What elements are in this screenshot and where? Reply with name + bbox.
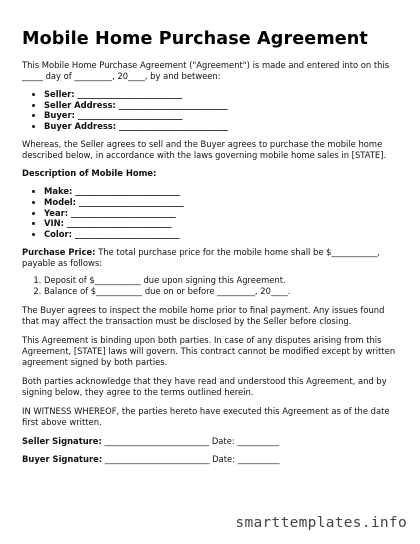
party-blank: _________________________ xyxy=(74,110,183,121)
payment-item: 1. Deposit of $___________ due upon signing this Agreement. xyxy=(44,275,400,286)
purchase-price-text: The total purchase price for the mobile home shall be $___________, payable as follows: xyxy=(22,247,381,269)
party-blank: _________________________ xyxy=(74,89,183,99)
party-blank: __________________________ xyxy=(116,120,228,131)
description-blank: _________________________ xyxy=(75,196,184,207)
description-item xyxy=(44,186,400,197)
description-label: Year: xyxy=(44,207,69,218)
description-heading: Description of Mobile Home: xyxy=(22,168,157,179)
description-blank: _________________________ xyxy=(72,186,180,197)
footer-watermark: smarttemplates.info xyxy=(235,515,407,531)
party-label: Seller Address: xyxy=(44,99,116,110)
description-list xyxy=(22,186,400,239)
payment-item: 2. Balance of $___________ due on or before _________, 20____. xyxy=(44,286,400,297)
signature-label: Seller Signature: xyxy=(22,435,102,446)
date-label: Date: __________ xyxy=(209,435,280,446)
party-label: Buyer Address: xyxy=(44,120,117,131)
description-blank: _________________________ xyxy=(72,228,180,239)
binding-paragraph: This Agreement is binding upon both parties. In case of any disputes arising from this Agreement, [STATE] laws will govern. This contract cannot be modified except by written agreement signed by both parties. xyxy=(22,334,396,367)
seller-signature-line xyxy=(22,436,400,447)
document-title: Mobile Home Purchase Agreement xyxy=(22,29,368,49)
purchase-price-label: Purchase Price: xyxy=(22,247,96,258)
description-label: Make: xyxy=(44,186,73,197)
agreement-document xyxy=(22,27,400,465)
signature-blank: _________________________ xyxy=(101,435,210,446)
party-item xyxy=(44,89,400,100)
party-blank: __________________________ xyxy=(115,99,228,110)
payment-list xyxy=(22,275,400,296)
inspection-paragraph: The Buyer agrees to inspect the mobile home prior to final payment. Any issues found that may affect the transaction must be disclosed by the Seller before closing. xyxy=(22,304,385,326)
whereas-paragraph: Whereas, the Seller agrees to sell and the Buyer agrees to purchase the mobile home described below, in accordance with the laws governing mobile home sales in [STATE]. xyxy=(22,139,387,161)
description-blank: _________________________ xyxy=(68,207,176,218)
purchase-price-paragraph xyxy=(22,247,400,269)
party-item xyxy=(44,110,400,121)
intro-paragraph: This Mobile Home Purchase Agreement ("Agreement") is made and entered into on this _____ day of _________, 20____, by and between: xyxy=(22,60,390,81)
description-item xyxy=(44,218,400,229)
witness-paragraph: IN WITNESS WHEREOF, the parties hereto have executed this Agreement as of the date first above written. xyxy=(22,405,390,427)
buyer-signature-line xyxy=(22,454,400,465)
signature-label: Buyer Signature: xyxy=(22,453,103,464)
description-label: Model: xyxy=(44,196,76,207)
parties-list xyxy=(22,89,400,131)
description-label: VIN: xyxy=(44,218,64,229)
acknowledge-paragraph: Both parties acknowledge that they have read and understood this Agreement, and by signing below, they agree to the terms outlined herein. xyxy=(22,375,387,397)
party-label: Buyer: xyxy=(44,110,75,121)
party-label: Seller: xyxy=(44,89,75,99)
description-item xyxy=(44,229,400,240)
description-blank: _________________________ xyxy=(63,218,172,229)
description-item xyxy=(44,197,400,208)
party-item xyxy=(44,100,400,111)
party-item xyxy=(44,121,400,132)
description-label: Color: xyxy=(44,228,73,239)
date-label: Date: __________ xyxy=(209,453,280,464)
description-item xyxy=(44,208,400,219)
signature-blank: _________________________ xyxy=(102,453,210,464)
